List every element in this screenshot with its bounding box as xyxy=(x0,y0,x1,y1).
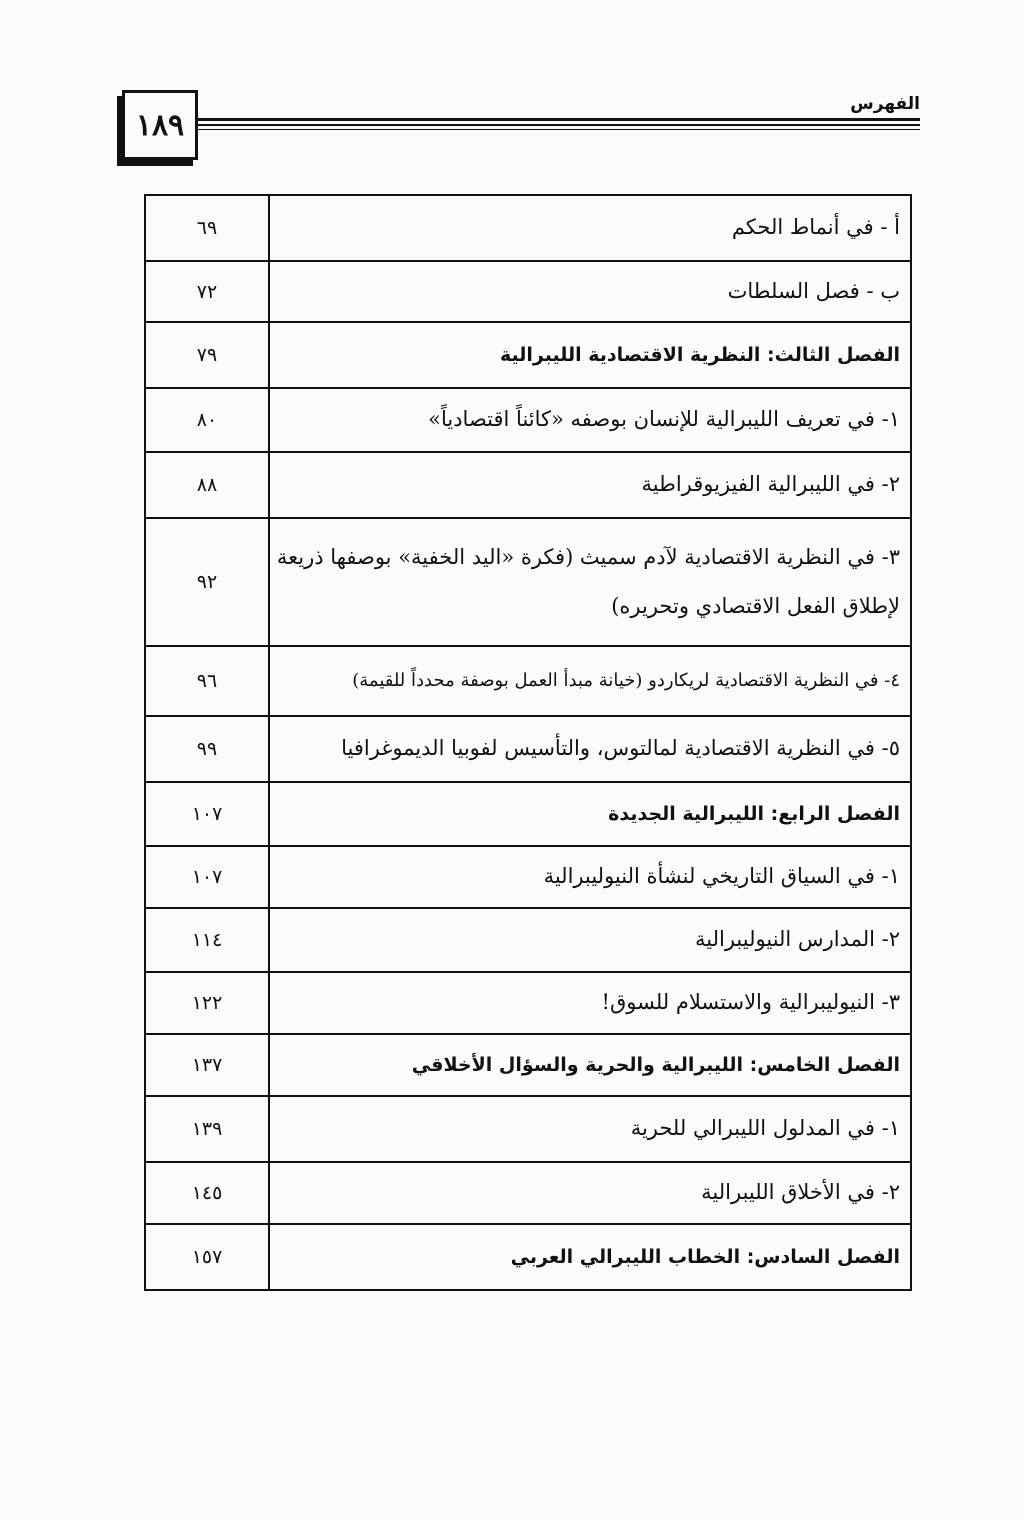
toc-row xyxy=(145,646,911,716)
toc-row xyxy=(145,846,911,908)
toc-chapter-title: الفصل الرابع: الليبرالية الجديدة xyxy=(269,782,911,846)
toc-chapter-title: الفصل السادس: الخطاب الليبرالي العربي xyxy=(269,1224,911,1290)
toc-entry-page: ١٤٥ xyxy=(145,1162,269,1224)
toc-row xyxy=(145,452,911,518)
toc-entry-page: ١٠٧ xyxy=(145,846,269,908)
toc-entry-page: ٧٩ xyxy=(145,322,269,388)
toc-entry-title: ٥- في النظرية الاقتصادية لمالتوس، والتأسيس لفوبيا الديموغرافيا xyxy=(269,716,911,782)
toc-row xyxy=(145,716,911,782)
page-number: ١٨٩ xyxy=(122,90,198,160)
toc-entry-title: ٢- في الليبرالية الفيزيوقراطية xyxy=(269,452,911,518)
toc-entry-page: ١٣٩ xyxy=(145,1096,269,1162)
toc-row xyxy=(145,972,911,1034)
toc-entry-title: ٣- النيوليبرالية والاستسلام للسوق! xyxy=(269,972,911,1034)
toc-entry-page: ١٣٧ xyxy=(145,1034,269,1096)
toc-row xyxy=(145,388,911,452)
toc-row xyxy=(145,518,911,646)
toc-entry-title: ٢- في الأخلاق الليبرالية xyxy=(269,1162,911,1224)
section-title: الفهرس xyxy=(850,94,920,114)
toc-chapter-title: الفصل الخامس: الليبرالية والحرية والسؤال الأخلاقي xyxy=(269,1034,911,1096)
toc-entry-page: ٨٨ xyxy=(145,452,269,518)
toc-row xyxy=(145,908,911,972)
toc-entry-page: ٧٢ xyxy=(145,261,269,322)
toc-entry-title: ٣- في النظرية الاقتصادية لآدم سميث (فكرة «اليد الخفية» بوصفها ذريعة لإطلاق الفعل الاقتصادي وتحريره) xyxy=(269,518,911,646)
toc-entry-title: ب - فصل السلطات xyxy=(269,261,911,322)
toc-entry-title: ٢- المدارس النيوليبرالية xyxy=(269,908,911,972)
page-header xyxy=(122,88,920,160)
toc-entry-page: ٩٦ xyxy=(145,646,269,716)
toc-entry-title: ١- في تعريف الليبرالية للإنسان بوصفه «كائناً اقتصادياً» xyxy=(269,388,911,452)
toc-entry-page: ١٠٧ xyxy=(145,782,269,846)
header-rule xyxy=(196,118,920,130)
toc-row xyxy=(145,322,911,388)
toc-row xyxy=(145,261,911,322)
toc-row xyxy=(145,195,911,261)
toc-entry-page: ٨٠ xyxy=(145,388,269,452)
toc-row xyxy=(145,1162,911,1224)
toc-entry-page: ١٥٧ xyxy=(145,1224,269,1290)
toc-entry-title: ١- في السياق التاريخي لنشأة النيوليبرالية xyxy=(269,846,911,908)
toc-row xyxy=(145,1034,911,1096)
toc-entry-page: ٩٢ xyxy=(145,518,269,646)
toc-table xyxy=(144,194,912,1291)
toc-entry-page: ١١٤ xyxy=(145,908,269,972)
toc-row xyxy=(145,782,911,846)
toc-chapter-title: الفصل الثالث: النظرية الاقتصادية الليبرالية xyxy=(269,322,911,388)
toc-entry-page: ٩٩ xyxy=(145,716,269,782)
toc-row xyxy=(145,1096,911,1162)
toc-entry-page: ١٢٢ xyxy=(145,972,269,1034)
toc-entry-title: أ - في أنماط الحكم xyxy=(269,195,911,261)
toc-entry-title: ١- في المدلول الليبرالي للحرية xyxy=(269,1096,911,1162)
toc-entry-title: ٤- في النظرية الاقتصادية لريكاردو (خيانة مبدأ العمل بوصفة محدداً للقيمة) xyxy=(269,646,911,716)
toc-entry-page: ٦٩ xyxy=(145,195,269,261)
toc-row xyxy=(145,1224,911,1290)
